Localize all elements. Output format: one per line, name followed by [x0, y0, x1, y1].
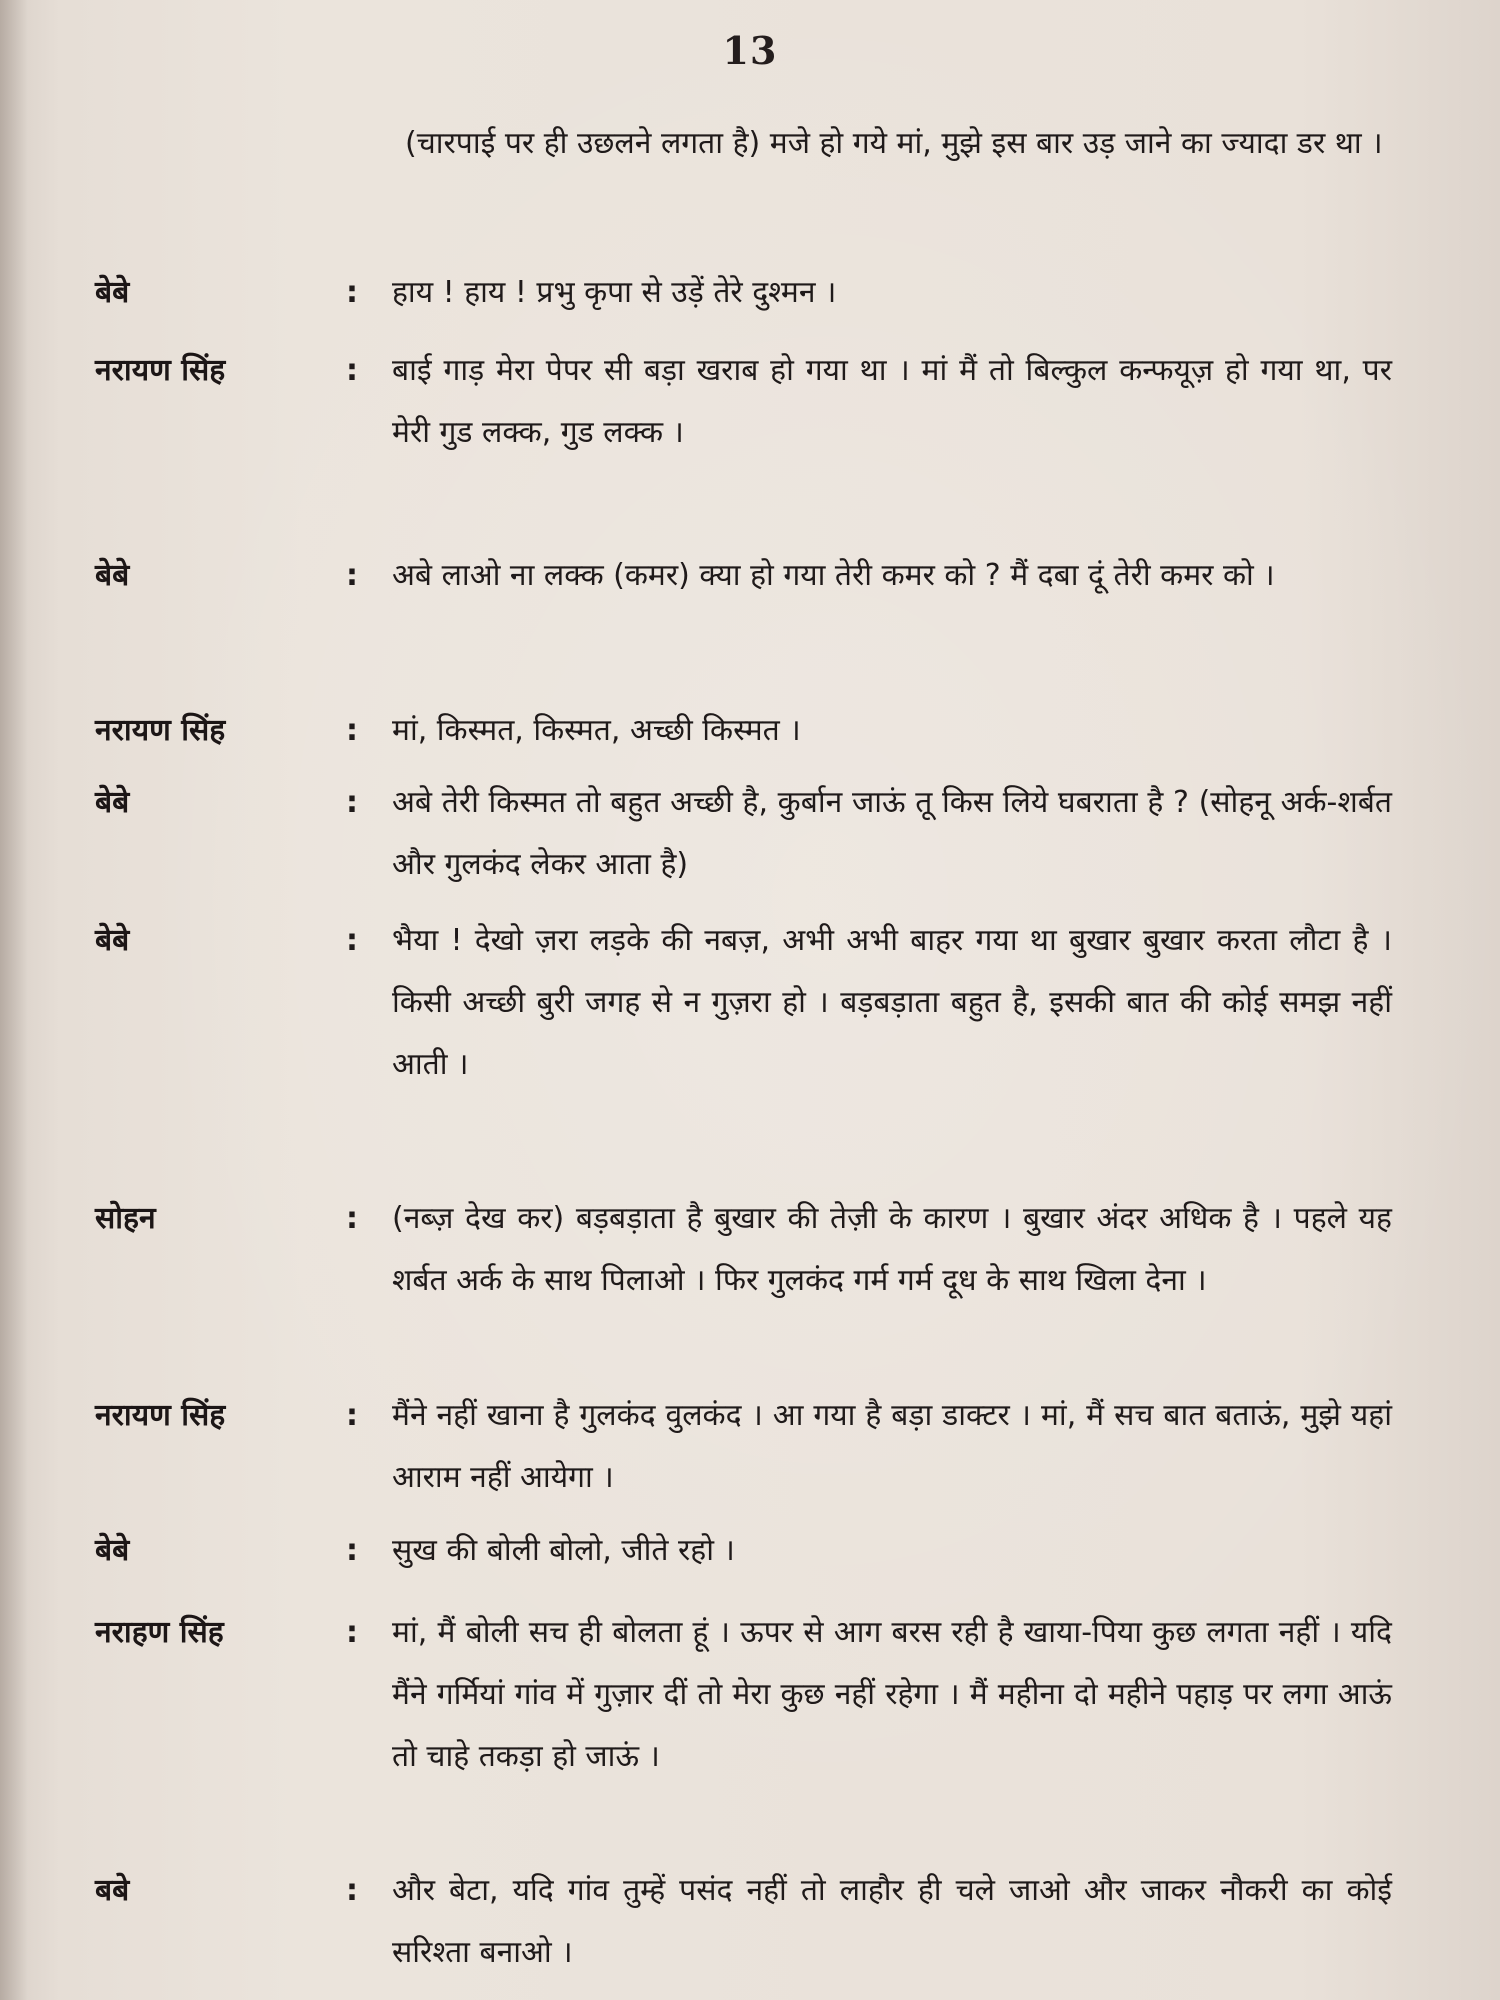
speaker-name: नरायण सिंह [95, 353, 226, 388]
speaker-name: बेबे [95, 785, 130, 820]
speaker-separator: : [346, 785, 358, 820]
spine-shadow [0, 0, 28, 2000]
dialogue-line: अबे तेरी किस्मत तो बहुत अच्छी है, कुर्बान जाऊं तू किस लिये घबराता है ? (सोहनू अर्क-शर्बत और गुलकंद लेकर आता है) [392, 785, 1392, 882]
speaker-name: नरायण सिंह [95, 1398, 226, 1433]
speaker-name: बेबे [95, 558, 130, 593]
speaker-separator: : [346, 1533, 358, 1568]
speaker-name: बेबे [95, 1533, 130, 1568]
speaker-separator: : [346, 558, 358, 593]
stage-direction-intro: (चारपाई पर ही उछलने लगता है) मजे हो गये मां, मुझे इस बार उड़ जाने का ज्यादा डर था । [405, 126, 1383, 161]
speaker-separator: : [346, 1873, 358, 1908]
dialogue-line: अबे लाओ ना लक्क (कमर) क्या हो गया तेरी कमर को ? मैं दबा दूं तेरी कमर को । [392, 558, 1275, 593]
dialogue-line: हाय ! हाय ! प्रभु कृपा से उड़ें तेरे दुश्मन । [392, 275, 837, 310]
dialogue-line: बाई गाड़ मेरा पेपर सी बड़ा खराब हो गया था । मां मैं तो बिल्कुल कन्फयूज़ हो गया था, पर मेरी गुड लक्क, गुड लक्क । [392, 353, 1392, 450]
dialogue-line: (नब्ज़ देख कर) बड़बड़ाता है बुखार की तेज़ी के कारण । बुखार अंदर अधिक है । पहले यह शर्बत अर्क के साथ पिलाओ । फिर गुलकंद गर्म गर्म दूध के साथ खिला देना । [392, 1201, 1392, 1298]
speaker-separator: : [346, 1615, 358, 1650]
speaker-separator: : [346, 1201, 358, 1236]
dialogue-line: और बेटा, यदि गांव तुम्हें पसंद नहीं तो लाहौर ही चले जाओ और जाकर नौकरी का कोई सरिश्ता बनाओ । [392, 1873, 1392, 1970]
speaker-separator: : [346, 353, 358, 388]
dialogue-line: भैया ! देखो ज़रा लड़के की नबज़, अभी अभी बाहर गया था बुखार बुखार करता लौटा है । किसी अच्छी बुरी जगह से न गुज़रा हो । बड़बड़ाता बहुत है, इसकी बात की कोई समझ नहीं आती । [392, 923, 1392, 1082]
speaker-name: बेबे [95, 923, 130, 958]
speaker-name: नराहण सिंह [95, 1615, 224, 1650]
speaker-name: नरायण सिंह [95, 713, 226, 748]
speaker-name: सोहन [95, 1201, 156, 1236]
speaker-separator: : [346, 1398, 358, 1433]
speaker-name: बेबे [95, 275, 130, 310]
speaker-separator: : [346, 923, 358, 958]
dialogue-line: मां, किस्मत, किस्मत, अच्छी किस्मत । [392, 713, 801, 748]
dialogue-line: सुख की बोली बोलो, जीते रहो । [392, 1533, 735, 1568]
page-number: 13 [722, 28, 778, 73]
dialogue-line: मैंने नहीं खाना है गुलकंद वुलकंद । आ गया है बड़ा डाक्टर । मां, मैं सच बात बताऊं, मुझे यहां आराम नहीं आयेगा । [392, 1398, 1392, 1495]
speaker-separator: : [346, 713, 358, 748]
speaker-separator: : [346, 275, 358, 310]
dialogue-line: मां, मैं बोली सच ही बोलता हूं । ऊपर से आग बरस रही है खाया-पिया कुछ लगता नहीं । यदि मैंने गर्मियां गांव में गुज़ार दीं तो मेरा कुछ नहीं रहेगा । मैं महीना दो महीने पहाड़ पर लगा आऊं तो चाहे तकड़ा हो जाऊं । [392, 1615, 1392, 1774]
speaker-name: बबे [95, 1873, 130, 1908]
